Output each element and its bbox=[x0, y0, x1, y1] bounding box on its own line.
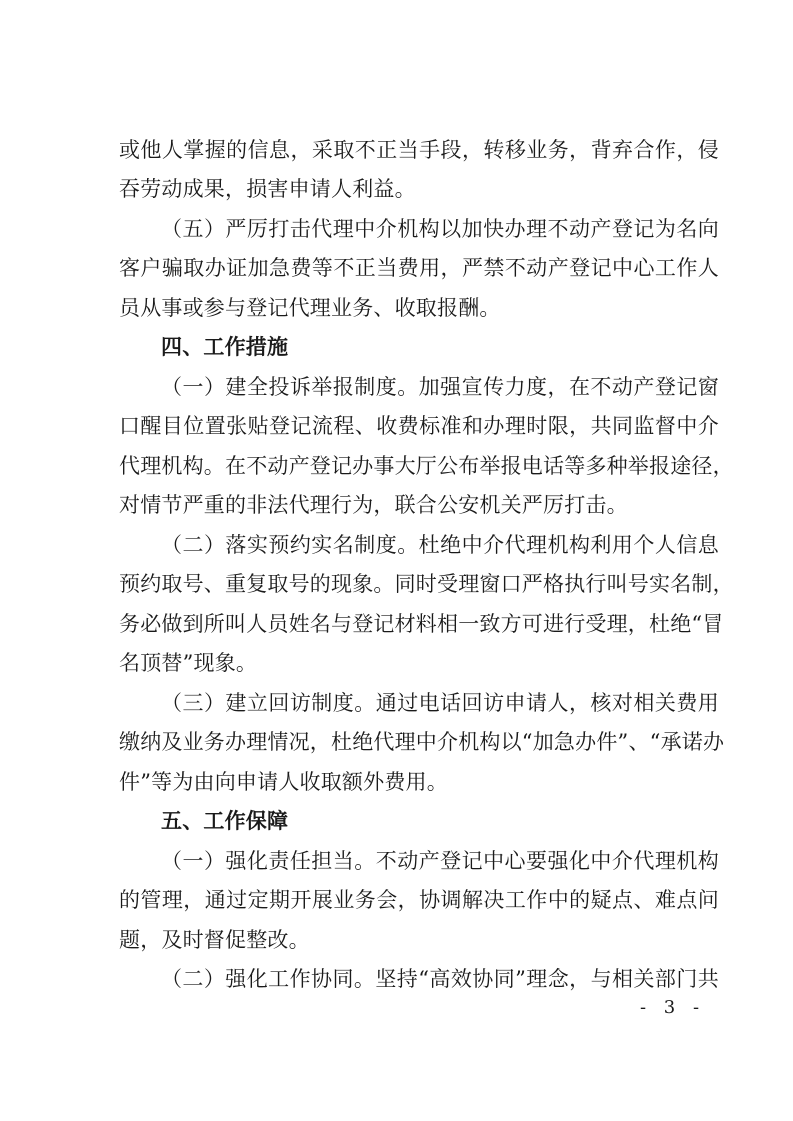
body-text-line: 缴纳及业务办理情况，杜绝代理中介机构以“加急办件”、“承诺办 bbox=[119, 730, 725, 754]
page-number: - 3 - bbox=[640, 997, 706, 1018]
body-text-line: 代理机构。在不动产登记办事大厅公布举报电话等多种举报途径， bbox=[119, 454, 734, 478]
body-text-line: 吞劳动成果，损害申请人利益。 bbox=[119, 177, 416, 201]
body-text-line: 务必做到所叫人员姓名与登记材料相一致方可进行受理，杜绝“冒 bbox=[119, 612, 724, 636]
section-heading: 五、工作保障 bbox=[161, 809, 289, 833]
body-text-line: （五）严厉打击代理中介机构以加快办理不动产登记为名向 bbox=[161, 217, 719, 241]
body-text-line: （二）强化工作协同。坚持“高效协同”理念，与相关部门共 bbox=[161, 967, 719, 991]
body-text-line: 口醒目位置张贴登记流程、收费标准和办理时限，共同监督中介 bbox=[119, 414, 719, 438]
body-text-line: 或他人掌握的信息，采取不正当手段，转移业务，背弃合作，侵 bbox=[119, 138, 719, 162]
body-text-line: 的管理，通过定期开展业务会，协调解决工作中的疑点、难点问 bbox=[119, 888, 719, 912]
body-text-line: 员从事或参与登记代理业务、收取报酬。 bbox=[119, 296, 501, 320]
body-text-line: 件”等为由向申请人收取额外费用。 bbox=[119, 770, 448, 794]
body-text-line: （一）建全投诉举报制度。加强宣传力度，在不动产登记窗 bbox=[161, 375, 719, 399]
body-text-line: 客户骗取办证加急费等不正当费用，严禁不动产登记中心工作人 bbox=[119, 256, 719, 280]
body-text-line: 名顶替”现象。 bbox=[119, 651, 258, 675]
body-text-line: 对情节严重的非法代理行为，联合公安机关严厉打击。 bbox=[119, 493, 628, 517]
body-text-line: 预约取号、重复取号的现象。同时受理窗口严格执行叫号实名制， bbox=[119, 572, 734, 596]
body-text-line: （一）强化责任担当。不动产登记中心要强化中介代理机构 bbox=[161, 849, 719, 873]
body-text-line: （三）建立回访制度。通过电话回访申请人，核对相关费用 bbox=[161, 691, 719, 715]
body-text-line: 题，及时督促整改。 bbox=[119, 928, 310, 952]
section-heading: 四、工作措施 bbox=[161, 335, 289, 359]
body-text-line: （二）落实预约实名制度。杜绝中介代理机构利用个人信息 bbox=[161, 533, 719, 557]
